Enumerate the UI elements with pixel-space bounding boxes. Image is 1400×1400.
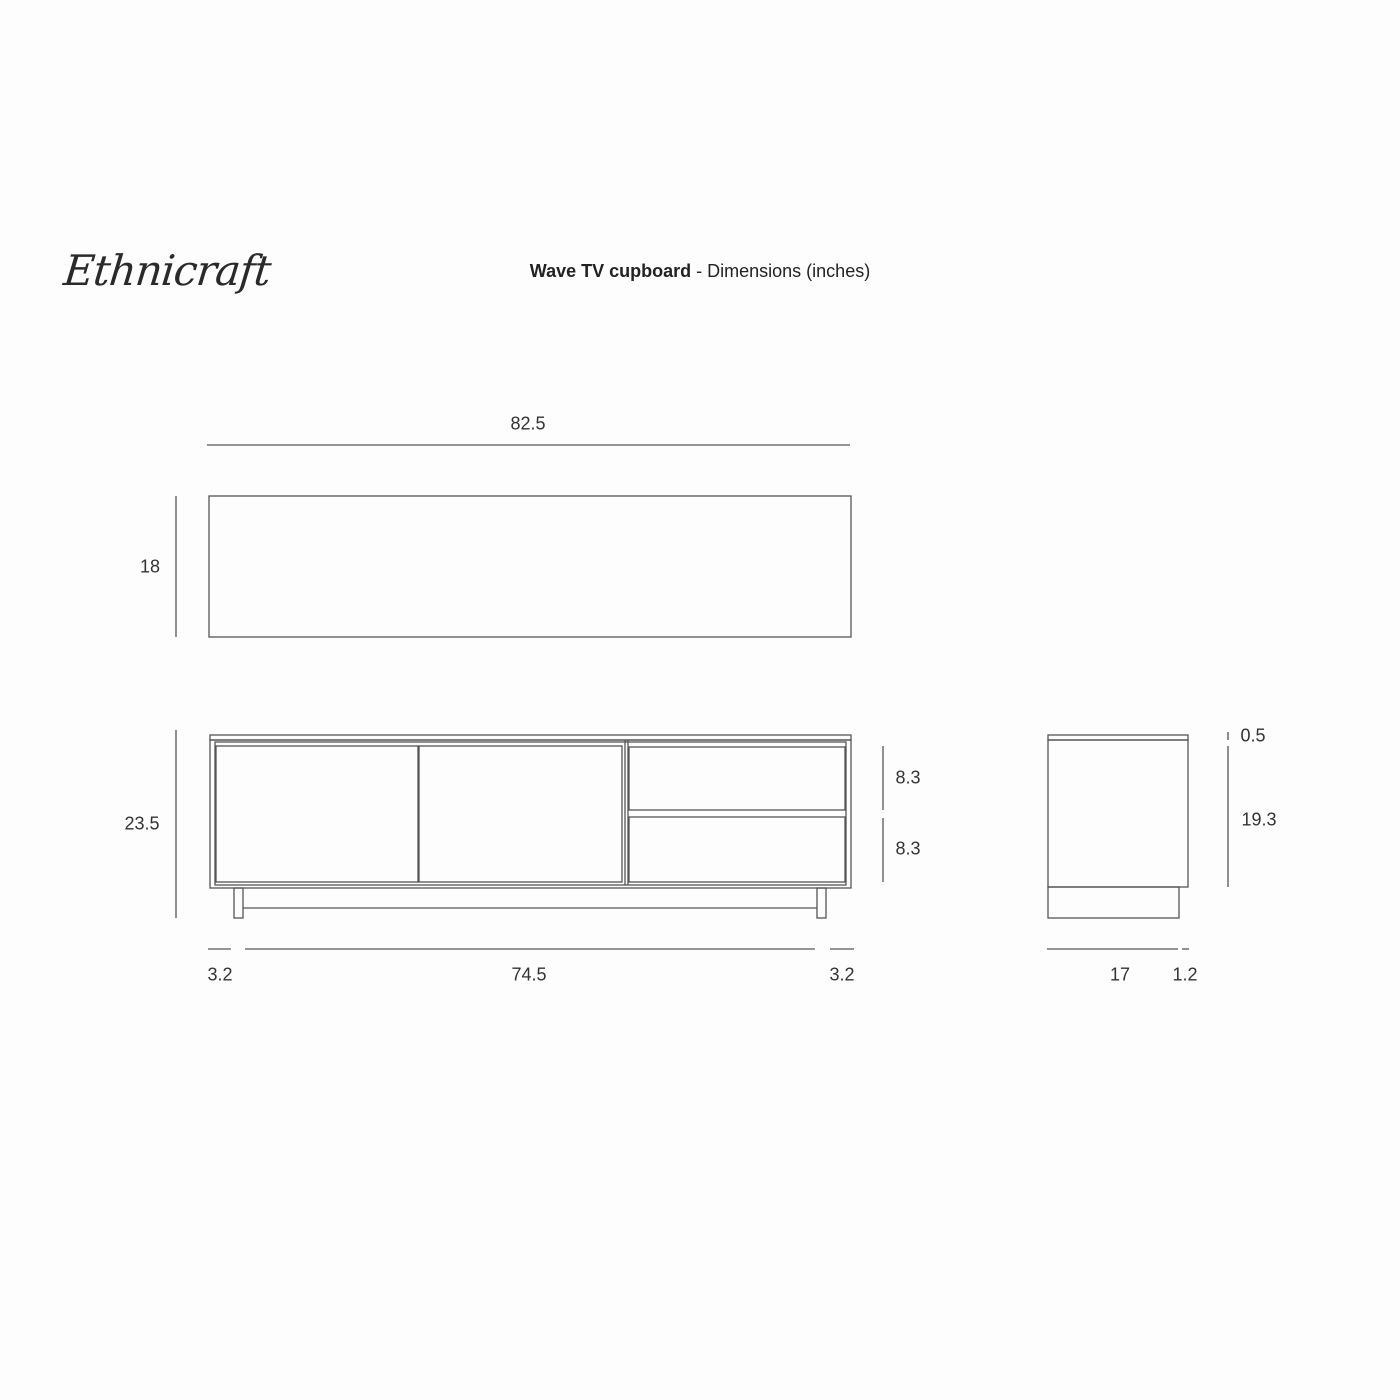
leg-offset-left-label: 3.2	[207, 964, 233, 985]
front-view	[176, 730, 883, 949]
drawer-upper	[629, 747, 845, 810]
leg-right	[817, 888, 826, 918]
front-inner-frame	[215, 742, 846, 885]
side-view	[1047, 732, 1228, 949]
side-base	[1048, 887, 1179, 918]
side-depth-label: 17	[1109, 964, 1131, 985]
side-top-thickness-label: 0.5	[1240, 725, 1266, 746]
ethnicraft-logo: Ethnicraft	[61, 246, 273, 295]
leg-left	[234, 888, 243, 918]
top-view-outline	[209, 496, 851, 637]
sliding-door-left	[216, 746, 418, 882]
title-separator: -	[691, 261, 708, 281]
side-leg-inset-label: 1.2	[1172, 964, 1198, 985]
sliding-door-right	[419, 746, 622, 882]
title-suffix: Dimensions (inches)	[707, 261, 871, 281]
leg-span-label: 74.5	[511, 964, 547, 985]
drawer-lower-label: 8.3	[895, 838, 921, 859]
product-name: Wave TV cupboard	[529, 261, 692, 281]
overall-height-label: 23.5	[124, 813, 160, 834]
front-body-outline	[210, 740, 851, 888]
side-body	[1048, 740, 1188, 887]
depth-label: 18	[139, 556, 161, 577]
front-top-panel	[210, 735, 851, 740]
side-top-panel	[1048, 735, 1188, 740]
leg-offset-right-label: 3.2	[829, 964, 855, 985]
drawer-upper-label: 8.3	[895, 767, 921, 788]
drawer-lower	[629, 817, 845, 882]
overall-width-label: 82.5	[510, 413, 546, 434]
side-body-height-label: 19.3	[1241, 809, 1277, 830]
